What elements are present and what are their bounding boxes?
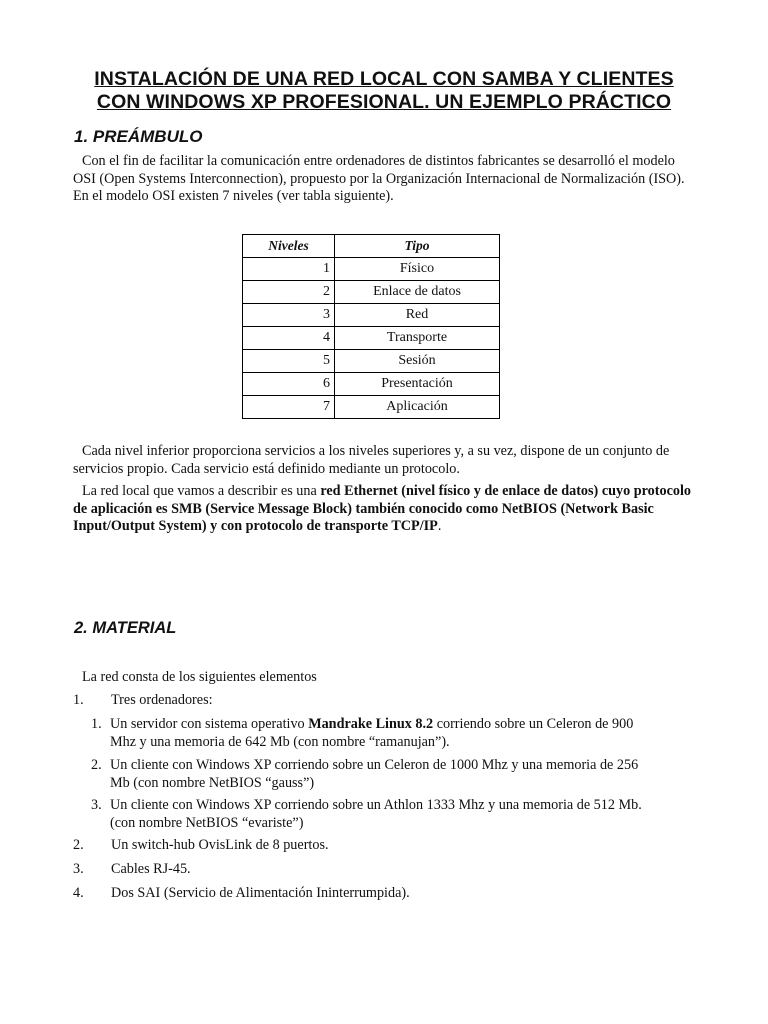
type-cell: Sesión	[335, 350, 500, 373]
table-row	[243, 281, 500, 304]
list-item-number: 4.	[73, 885, 84, 901]
material-intro: La red consta de los siguientes elementos	[82, 669, 317, 685]
type-cell: Transporte	[335, 327, 500, 350]
type-cell: Físico	[335, 258, 500, 281]
list-item-text: Tres ordenadores:	[111, 692, 213, 708]
paragraph-network-intro: La red local que vamos a describir es una	[82, 483, 321, 499]
paragraph-services-text: Cada nivel inferior proporciona servicios a los niveles superiores y, a su vez, dispone de un conjunto de servicios propio. Cada servicio está definido mediante un protocolo.	[73, 443, 670, 477]
title-line-2: CON WINDOWS XP PROFESIONAL. UN EJEMPLO PRÁCTICO	[96, 91, 672, 113]
header-tipo: Tipo	[335, 235, 500, 258]
table-row	[243, 304, 500, 327]
osi-levels-table	[242, 234, 500, 419]
paragraph-network	[73, 483, 699, 536]
sub-item-text: Un cliente con Windows XP corriendo sobre un Celeron de 1000 Mhz y una memoria de 256	[110, 757, 639, 773]
paragraph-services	[73, 443, 699, 478]
table-row	[243, 327, 500, 350]
table-header-row	[243, 235, 500, 258]
list-item-number: 3.	[73, 861, 84, 877]
table-row	[243, 350, 500, 373]
section-2-heading: 2. MATERIAL	[74, 619, 177, 637]
type-cell: Enlace de datos	[335, 281, 500, 304]
sub-item-text: Un servidor con sistema operativo	[110, 716, 309, 732]
level-cell: 6	[243, 373, 335, 396]
title-line-1: INSTALACIÓN DE UNA RED LOCAL CON SAMBA Y CLIENTES	[94, 68, 674, 90]
sub-item-bold: Mandrake Linux 8.2	[308, 716, 434, 732]
list-item-number: 2.	[73, 837, 84, 853]
sub-item-text-end: corriendo sobre un Celeron de 900	[433, 716, 634, 732]
list-item-number: 1.	[73, 692, 84, 708]
type-cell: Aplicación	[335, 396, 500, 419]
level-cell: 2	[243, 281, 335, 304]
paragraph-osi-text: Con el fin de facilitar la comunicación entre ordenadores de distintos fabricantes se desarrolló el modelo OSI (Open Systems Interconnection), propuesto por la Organización Internacional de Normalización (ISO). En el modelo OSI existen 7 niveles (ver tabla siguiente).	[73, 153, 685, 204]
header-niveles: Niveles	[243, 235, 335, 258]
table-row	[243, 396, 500, 419]
paragraph-network-end: .	[437, 518, 442, 534]
table-row	[243, 258, 500, 281]
level-cell: 1	[243, 258, 335, 281]
sub-item-text: Un cliente con Windows XP corriendo sobre un Athlon 1333 Mhz y una memoria de 512 Mb.	[110, 797, 642, 813]
list-item-text: Dos SAI (Servicio de Alimentación Ininterrumpida).	[111, 885, 410, 901]
sub-item-number: 3.	[91, 797, 102, 813]
sub-item-number: 2.	[91, 757, 102, 773]
list-item-text: Cables RJ-45.	[111, 861, 191, 877]
type-cell: Presentación	[335, 373, 500, 396]
sub-item-line-2: (con nombre NetBIOS “evariste”)	[110, 814, 304, 831]
sub-item-line-2: Mhz y una memoria de 642 Mb (con nombre “ramanujan”).	[110, 733, 450, 750]
sub-item-line-2: Mb (con nombre NetBIOS “gauss”)	[110, 774, 315, 791]
paragraph-network-bold: red Ethernet (nivel físico y de enlace de datos) cuyo protocolo de aplicación es SMB (Service Message Block) también conocido como NetBIOS (Network Basic Input/Output System) y con protocolo de transporte TCP/IP	[73, 483, 692, 534]
level-cell: 3	[243, 304, 335, 327]
level-cell: 5	[243, 350, 335, 373]
list-item-text: Un switch-hub OvisLink de 8 puertos.	[111, 837, 329, 853]
level-cell: 7	[243, 396, 335, 419]
type-cell: Red	[335, 304, 500, 327]
level-cell: 4	[243, 327, 335, 350]
paragraph-osi-intro	[73, 153, 699, 206]
section-1-heading: 1. PREÁMBULO	[74, 127, 203, 146]
table-row	[243, 373, 500, 396]
sub-item-number: 1.	[91, 716, 102, 732]
document-title	[60, 68, 708, 114]
